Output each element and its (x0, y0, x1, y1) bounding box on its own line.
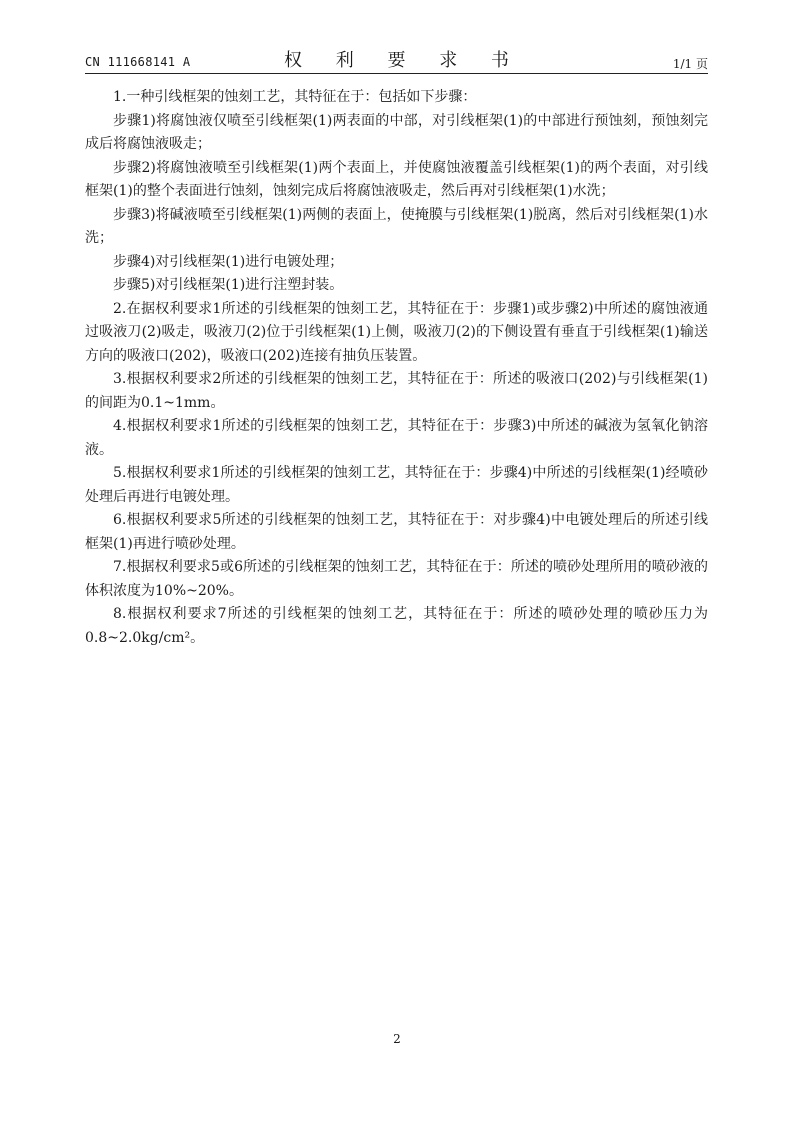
claims-body (85, 86, 708, 650)
claim-paragraph: 1.一种引线框架的蚀刻工艺，其特征在于：包括如下步骤： (113, 89, 477, 105)
claim-paragraph: 6.根据权利要求5所述的引线框架的蚀刻工艺，其特征在于：对步骤4)中电镀处理后的所述引线框架(1)再进行喷砂处理。 (85, 512, 708, 552)
claim-paragraph: 3.根据权利要求2所述的引线框架的蚀刻工艺，其特征在于：所述的吸液口(202)与引线框架(1)的间距为0.1~1mm。 (85, 371, 708, 411)
page-indicator: 1/1 页 (672, 57, 708, 71)
header-divider (85, 73, 708, 74)
claim-paragraph: 步骤2)将腐蚀液喷至引线框架(1)两个表面上，并使腐蚀液覆盖引线框架(1)的两个表面，对引线框架(1)的整个表面进行蚀刻，蚀刻完成后将腐蚀液吸走，然后再对引线框架(1)水洗； (85, 159, 708, 199)
claim-paragraph: 8.根据权利要求7所述的引线框架的蚀刻工艺，其特征在于：所述的喷砂处理的喷砂压力为0.8~2.0kg/cm²。 (85, 606, 708, 646)
claim-paragraph: 7.根据权利要求5或6所述的引线框架的蚀刻工艺，其特征在于：所述的喷砂处理所用的喷砂液的体积浓度为10%~20%。 (85, 559, 708, 599)
page-header (85, 44, 708, 72)
claim-paragraph: 4.根据权利要求1所述的引线框架的蚀刻工艺，其特征在于：步骤3)中所述的碱液为氢氧化钠溶液。 (85, 418, 708, 458)
page-number: 2 (393, 1032, 401, 1046)
claim-paragraph: 步骤3)将碱液喷至引线框架(1)两侧的表面上，使掩膜与引线框架(1)脱离，然后对引线框架(1)水洗； (85, 206, 708, 246)
claim-paragraph: 步骤4)对引线框架(1)进行电镀处理； (113, 253, 344, 270)
claim-paragraph: 2.在据权利要求1所述的引线框架的蚀刻工艺，其特征在于：步骤1)或步骤2)中所述的腐蚀液通过吸液刀(2)吸走，吸液刀(2)位于引线框架(1)上侧，吸液刀(2)的下侧设置有垂直于引线框架(1)输送方向的吸液口(202)，吸液口(202)连接有抽负压装置。 (85, 300, 708, 364)
claim-paragraph: 步骤5)对引线框架(1)进行注塑封装。 (113, 277, 344, 293)
publication-number: CN 111668141 A (85, 55, 191, 69)
claim-paragraph: 5.根据权利要求1所述的引线框架的蚀刻工艺，其特征在于：步骤4)中所述的引线框架(1)经喷砂处理后再进行电镀处理。 (85, 465, 708, 505)
claim-paragraph: 步骤1)将腐蚀液仅喷至引线框架(1)两表面的中部，对引线框架(1)的中部进行预蚀刻，预蚀刻完成后将腐蚀液吸走； (85, 112, 708, 152)
document-title: 权 利 要 求 书 (284, 50, 523, 71)
